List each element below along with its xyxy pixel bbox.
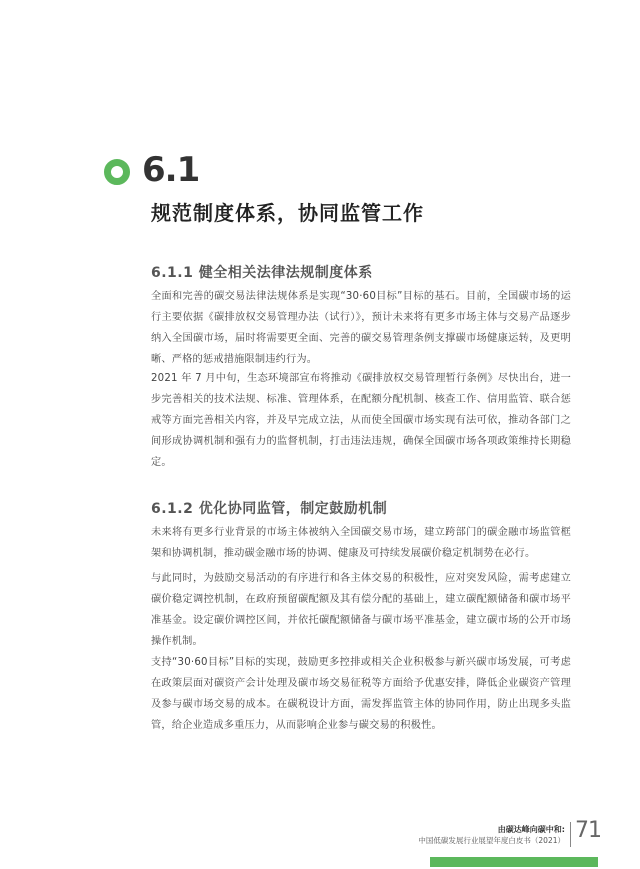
section-title: 规范制度体系，协同监管工作 [151, 201, 424, 225]
paragraph: 2021 年 7 月中旬，生态环境部宣布将推动《碳排放权交易管理暂行条例》尽快出台，进一步完善相关的技术法规、标准、管理体系，在配额分配机制、核查工作、信用监管、联合惩戒等方面完善相关内容，并及早完成立法，从而使全国碳市场实现有法可依，推动各部门之间形成协调机制和强有力的监督机制，打击违法违规，确保全国碳市场各项政策维持长期稳定。 [151, 373, 571, 468]
subsection-title: 6.1.2 优化协同监管，制定鼓励机制 [151, 501, 388, 517]
paragraph: 支持“30·60目标”目标的实现，鼓励更多控排或相关企业积极参与新兴碳市场发展，可考虑在政策层面对碳资产会计处理及碳市场交易征税等方面给予优惠安排，降低企业碳资产管理及参与碳市场交易的成本。在碳税设计方面，需发挥监管主体的协同作用，防止出现多头监管，给企业造成多重压力，从而影响企业参与碳交易的积极性。 [151, 657, 571, 731]
section-ring-icon [104, 159, 130, 185]
subsection-title: 6.1.1 健全相关法律法规制度体系 [151, 265, 373, 281]
paragraph: 未来将有更多行业背景的市场主体被纳入全国碳交易市场，建立跨部门的碳金融市场监管框架和协调机制，推动碳金融市场的协调、健康及可持续发展碳价稳定机制势在必行。 [151, 527, 571, 559]
footer-subtitle: 中国低碳发展行业展望年度白皮书（2021） [418, 836, 565, 845]
footer-divider [570, 822, 571, 847]
section-number: 6.1 [142, 150, 200, 190]
paragraph: 全面和完善的碳交易法律法规体系是实现“30·60目标”目标的基石。目前，全国碳市场的运行主要依据《碳排放权交易管理办法（试行）》，预计未来将有更多市场主体与交易产品逐步纳入全国碳市场，届时将需要更全面、完善的碳交易管理条例支撑碳市场健康运转，及更明晰、严格的惩戒措施限制违约行为。 [151, 291, 571, 365]
section-header [104, 150, 199, 190]
footer-accent-bar [430, 857, 598, 867]
page-number: 71 [575, 818, 601, 843]
paragraph: 与此同时，为鼓励交易活动的有序进行和各主体交易的积极性，应对突发风险，需考虑建立碳价稳定调控机制，在政府预留碳配额及其有偿分配的基础上，建立碳配额储备和碳市场平准基金。设定碳价调控区间，并依托碳配额储备与碳市场平准基金，建立碳市场的公开市场操作机制。 [151, 573, 571, 647]
footer-title: 由碳达峰向碳中和: [497, 825, 565, 834]
